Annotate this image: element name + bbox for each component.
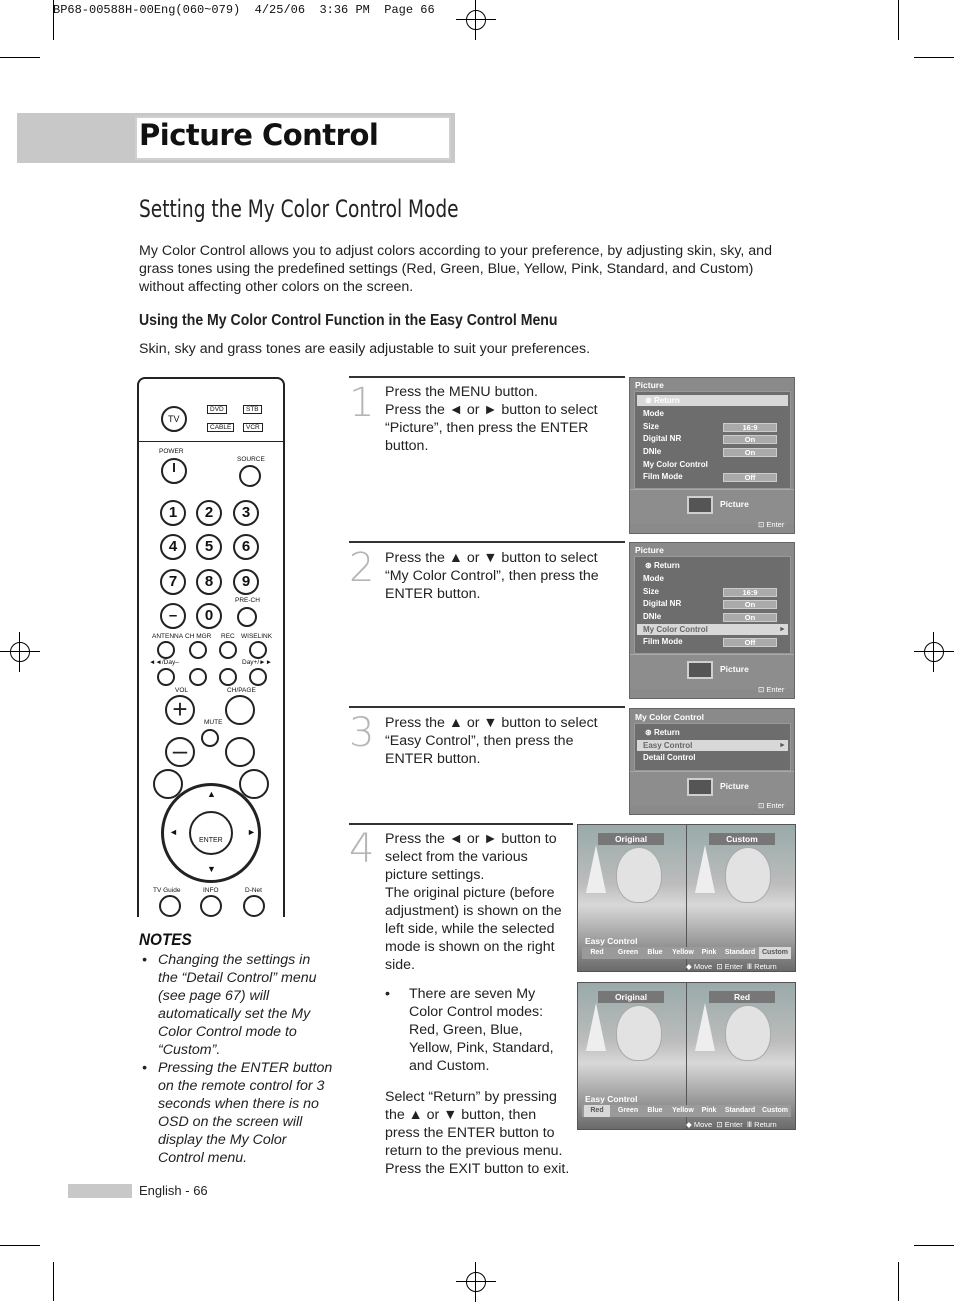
digit-4: 4 [160,534,186,560]
step-1-text: Press the MENU button. Press the ◄ or ► button to select “Picture”, then press the ENTER button. [385,384,598,454]
info-button [200,895,222,917]
vol-label: VOL [175,687,189,694]
remote-control-illustration [137,377,285,917]
step-4-return-text: Select “Return” by pressing the ▲ or ▼ button, then press the ENTER button to return to the previous menu. Press the EXIT button to exit. [385,1089,570,1177]
mode-custom-selected: Custom [759,947,791,959]
section-title: Setting the My Color Control Mode [139,195,459,223]
note-2-text: Pressing the ENTER button on the remote control for 3 seconds when there is no OSD on the screen will display the My Color Control menu. [158,1060,333,1166]
digit-3: 3 [233,500,259,526]
down-arrow-icon: ▼ [207,864,216,874]
easy-control-mode-bar [582,1105,791,1117]
play-button [219,668,237,686]
day-minus-label: ◄◄/Day– [149,659,179,666]
mode-red: Red [590,949,604,956]
source-button [239,465,261,487]
easy-control-screen-custom [577,824,796,972]
osd-1-filmmode-value: Off [723,473,777,482]
osd-2-header: Picture [635,545,664,555]
mute-button [201,729,219,747]
day-plus-label: Day+/►► [242,659,273,666]
mode-green: Green [617,949,639,956]
easy-control-screen-red [577,982,796,1130]
osd-2-tv-icon [687,661,713,679]
digit-1: 1 [160,500,186,526]
mode-blue: Blue [647,949,663,956]
return-icon: ⊛ [645,396,652,405]
move-icon: ◆ [686,1120,692,1129]
digit-6: 6 [233,534,259,560]
enter-icon: ⊡ [716,1120,723,1129]
original-label: Original [598,991,664,1003]
original-label: Original [598,833,664,845]
intro-paragraph: My Color Control allows you to adjust colors according to your preference, by adjusting skin, sky, and grass tones using the predefined settings (Red, Green, Blue, Yellow, Pink, Standard, and Custom) without affecting other colors on the screen. [139,243,772,295]
osd-1-enter-hint: ⊡ Enter [758,520,785,529]
forward-button [249,668,267,686]
left-arrow-icon: ◄ [169,827,178,837]
source-label: SOURCE [237,456,265,463]
dnet-label: D-Net [245,887,262,894]
osd-2-row-dnie: DNIe [643,612,662,621]
footer-bar [68,1184,132,1198]
digit-2: 2 [196,500,222,526]
easy-control-nav-hint: ◆ Move ⊡ Enter Ⅲ Return [686,1120,777,1129]
step-4-bullet-text: There are seven My Color Control modes: Red, Green, Blue, Yellow, Pink, Standard, and Custom. [409,986,554,1074]
osd-2-submenu-arrow-icon: ► [779,626,786,633]
return-icon: ⊛ [645,561,652,570]
osd-1-row-filmmode: Film Mode [643,472,683,481]
return-menu-icon: Ⅲ [746,962,753,971]
step-3-number: 3 [349,710,375,756]
step-2-number: 2 [349,545,375,591]
info-label: INFO [203,887,219,894]
osd-2-row-digitalnr: Digital NR [643,599,682,608]
rec-label: REC [221,633,235,640]
tv-label: TV [168,414,180,424]
easy-control-nav-hint: ◆ Move ⊡ Enter Ⅲ Return [686,962,777,971]
channel-up-button [225,695,255,725]
page-number: English - 66 [139,1183,208,1198]
osd-2-dnie-value: On [723,613,777,622]
digit-8: 8 [196,569,222,595]
osd-3-return: ⊛ Return [645,728,680,737]
osd-picture-menu-1 [629,377,795,534]
osd-3-submenu-arrow-icon: ► [779,742,786,749]
osd-2-footer-label: Picture [720,664,749,674]
mode-standard: Standard [724,949,756,956]
easy-control-mode-bar [582,947,791,959]
chmgr-label: CH MGR [185,633,212,640]
tvguide-button [159,895,181,917]
antenna-label: ANTENNA [152,633,184,640]
mode-green: Green [617,1107,639,1114]
osd-1-size-value: 16:9 [723,423,777,432]
print-slug: BP68-00588H-00Eng(060~079) 4/25/06 3:36 PM Page 66 [53,3,435,17]
registration-mark-left [0,632,40,672]
osd-1-row-size: Size [643,422,660,431]
dash-button: – [160,603,186,629]
return-menu-icon: Ⅲ [746,1120,753,1129]
step-1-number: 1 [349,380,375,426]
osd-2-size-value: 16:9 [723,588,777,597]
antenna-button [157,641,175,659]
osd-2-row-mycolor: My Color Control [643,625,708,634]
mode-label: Red [709,991,775,1003]
subheading: Using the My Color Control Function in the Easy Control Menu [139,312,558,329]
registration-mark-top [456,0,496,40]
osd-3-tv-icon [687,778,713,796]
osd-2-row-mode: Mode [643,574,664,583]
osd-2-enter-hint: ⊡ Enter [758,685,785,694]
osd-3-header: My Color Control [635,712,704,722]
osd-1-header: Picture [635,380,664,390]
prech-label: PRE-CH [235,597,260,604]
stop-button [189,668,207,686]
digit-7: 7 [160,569,186,595]
osd-1-digitalnr-value: On [723,435,777,444]
osd-3-footer-label: Picture [720,781,749,791]
osd-3-row-easy-control: Easy Control [643,741,693,750]
mode-pink: Pink [701,949,717,956]
notes-title: NOTES [139,930,192,949]
mute-label: MUTE [204,719,223,726]
registration-mark-bottom [456,1262,496,1302]
osd-picture-menu-2 [629,542,795,699]
easy-control-title: Easy Control [585,936,638,946]
osd-my-color-control-menu [629,708,795,815]
osd-2-filmmode-value: Off [723,638,777,647]
step-4-text: Press the ◄ or ► button to select from the various picture settings. The original picture (before adjustment) is shown on the left side, while the selected mode is shown on the right side. [385,831,562,973]
chpage-label: CH/PAGE [227,687,256,694]
osd-1-row-dnie: DNIe [643,447,662,456]
enter-icon: ⊡ [758,520,765,529]
osd-1-dnie-value: On [723,448,777,457]
mode-label: Custom [709,833,775,845]
cable-label: CABLE [207,423,234,432]
note-1-text: Changing the settings in the “Detail Control” menu (see page 67) will automatically set the My Color Control mode to “Custom”. [158,952,317,1058]
mode-blue: Blue [647,1107,663,1114]
enter-icon: ⊡ [758,685,765,694]
up-arrow-icon: ▲ [207,789,216,799]
osd-1-row-mode: Mode [643,409,664,418]
page-title: Picture Control [139,118,379,152]
return-icon: ⊛ [645,728,652,737]
dvd-label: DVD [207,405,227,414]
mode-custom: Custom [761,1107,789,1114]
osd-3-enter-hint: ⊡ Enter [758,801,785,810]
digit-9: 9 [233,569,259,595]
volume-down-button: – [165,737,195,767]
mode-red-selected: Red [584,1105,610,1117]
wiselink-label: WISELINK [241,633,273,640]
osd-2-return: ⊛ Return [645,561,680,570]
prech-button [237,607,257,627]
digit-5: 5 [196,534,222,560]
osd-1-row-mycolor: My Color Control [643,460,708,469]
move-icon: ◆ [686,962,692,971]
chmgr-button [189,641,207,659]
step-4-number: 4 [349,826,375,872]
subheading-text: Skin, sky and grass tones are easily adjustable to suit your preferences. [139,341,591,357]
enter-icon: ⊡ [716,962,723,971]
dnet-button [243,895,265,917]
step-2-text: Press the ▲ or ▼ button to select “My Color Control”, then press the ENTER button. [385,550,599,602]
easy-control-title: Easy Control [585,1094,638,1104]
osd-2-row-filmmode: Film Mode [643,637,683,646]
mode-yellow: Yellow [672,949,694,956]
enter-icon: ⊡ [758,801,765,810]
tvguide-label: TV Guide [153,887,181,894]
osd-2-row-size: Size [643,587,660,596]
power-label: POWER [159,448,184,455]
mode-standard: Standard [724,1107,756,1114]
stb-label: STB [243,405,262,414]
mode-pink: Pink [701,1107,717,1114]
volume-up-button: + [165,695,195,725]
rec-button [219,641,237,659]
registration-mark-right [914,632,954,672]
step-3-text: Press the ▲ or ▼ button to select “Easy Control”, then press the ENTER button. [385,715,598,767]
right-arrow-icon: ► [247,827,256,837]
enter-label: ENTER [199,837,223,844]
digit-0: 0 [196,603,222,629]
osd-1-return: ⊛ Return [645,396,680,405]
osd-1-footer-label: Picture [720,499,749,509]
channel-down-button [225,737,255,767]
osd-1-row-digitalnr: Digital NR [643,434,682,443]
enter-button [189,811,233,855]
rewind-button [157,668,175,686]
wiselink-button [249,641,267,659]
mode-yellow: Yellow [672,1107,694,1114]
osd-1-tv-icon [687,496,713,514]
vcr-label: VCR [243,423,263,432]
osd-2-digitalnr-value: On [723,600,777,609]
osd-3-row-detail-control: Detail Control [643,753,696,762]
